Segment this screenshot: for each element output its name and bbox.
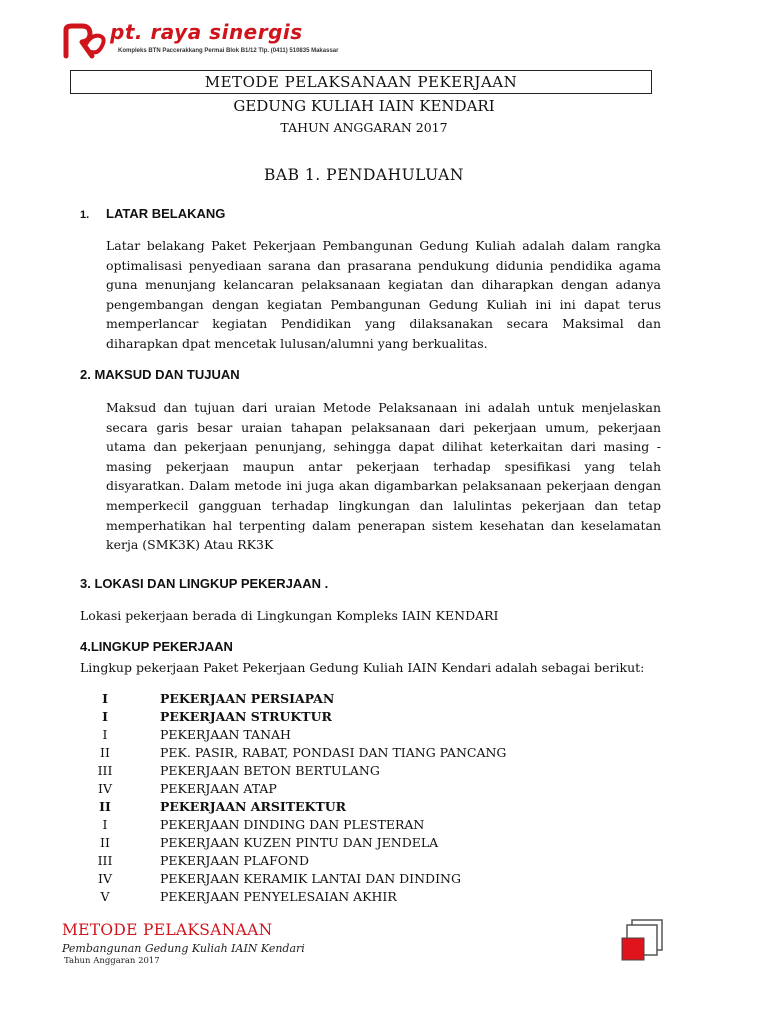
list-item-label: PEKERJAAN ATAP — [160, 781, 277, 796]
section-1-number: 1. — [80, 209, 90, 221]
list-item-roman: I — [102, 691, 108, 706]
document-subtitle: GEDUNG KULIAH IAIN KENDARI — [233, 97, 495, 115]
section-1-heading: LATAR BELAKANG — [106, 206, 226, 221]
footer-title: METODE PELAKSANAAN — [62, 921, 273, 939]
list-item — [80, 816, 640, 834]
document-title: METODE PELAKSANAAN PEKERJAAN — [204, 73, 518, 91]
section-4-body: Lingkup pekerjaan Paket Pekerjaan Gedung Kuliah IAIN Kendari adalah sebagai berikut: — [80, 660, 645, 675]
list-item-label: PEKERJAAN KERAMIK LANTAI DAN DINDING — [160, 871, 461, 886]
list-item — [80, 888, 640, 906]
list-item-roman: III — [97, 853, 113, 868]
list-item — [80, 870, 640, 888]
section-4-heading: 4.LINGKUP PEKERJAAN — [80, 639, 233, 654]
list-item-roman: I — [102, 817, 108, 832]
list-item — [80, 780, 640, 798]
list-item-label: PEKERJAAN PENYELESAIAN AKHIR — [160, 889, 397, 904]
list-item — [80, 798, 640, 816]
chapter-title: BAB 1. PENDAHULUAN — [264, 166, 464, 184]
company-logo-icon — [62, 22, 106, 60]
section-3-body: Lokasi pekerjaan berada di Lingkungan Kompleks IAIN KENDARI — [80, 608, 499, 623]
company-address: Kompleks BTN Paccerakkang Permai Blok B1/12 Tlp. (0411) 510835 Makassar — [118, 48, 339, 54]
section-2-heading: 2. MAKSUD DAN TUJUAN — [80, 367, 240, 382]
list-item-roman: I — [102, 727, 108, 742]
list-item — [80, 834, 640, 852]
list-item — [80, 852, 640, 870]
list-item-label: PEK. PASIR, RABAT, PONDASI DAN TIANG PANCANG — [160, 745, 507, 760]
list-item-label: PEKERJAAN STRUKTUR — [160, 709, 332, 724]
list-item-label: PEKERJAAN BETON BERTULANG — [160, 763, 380, 778]
list-item — [80, 762, 640, 780]
scope-list — [80, 690, 640, 906]
list-item-label: PEKERJAAN DINDING DAN PLESTERAN — [160, 817, 425, 832]
section-2-body: Maksud dan tujuan dari uraian Metode Pelaksanaan ini adalah untuk menjelaskan secara garis besar uraian tahapan pelaksanaan dari pekerjaan umum, pekerjaan utama dan pekerjaan penunjang, sehingga dapat dilihat keterkaitan dari masing - masing pekerjaan maupun antar pekerjaan terhadap spesifikasi yang telah disyaratkan. Dalam metode ini juga akan digambarkan pelaksanaan pekerjaan dengan memperkecil gangguan terhadap lingkungan dan lalulintas pekerjaan dan tetap memperhatikan hal terpenting dalam penerapan sistem kesehatan dan keselamatan kerja (SMK3K) Atau RK3K — [106, 400, 661, 553]
list-item-roman: IV — [98, 781, 112, 796]
list-item-label: PEKERJAAN PERSIAPAN — [160, 691, 335, 706]
footer-year: Tahun Anggaran 2017 — [64, 956, 160, 966]
list-item-label: PEKERJAAN TANAH — [160, 727, 291, 742]
section-3-heading: 3. LOKASI DAN LINGKUP PEKERJAAN . — [80, 576, 329, 591]
list-item-roman: II — [100, 835, 110, 850]
list-item — [80, 708, 640, 726]
footer-subtitle: Pembangunan Gedung Kuliah IAIN Kendari — [62, 942, 305, 955]
company-name: pt. raya sinergis — [110, 20, 303, 44]
list-item-roman: III — [97, 763, 113, 778]
list-item-roman: II — [99, 799, 111, 814]
list-item-label: PEKERJAAN KUZEN PINTU DAN JENDELA — [160, 835, 439, 850]
list-item-roman: I — [102, 709, 108, 724]
list-item — [80, 690, 640, 708]
document-year-line: TAHUN ANGGARAN 2017 — [280, 120, 448, 135]
company-header — [62, 18, 362, 62]
document-title-box — [70, 70, 652, 94]
list-item-label: PEKERJAAN PLAFOND — [160, 853, 310, 868]
section-1-body: Latar belakang Paket Pekerjaan Pembangunan Gedung Kuliah adalah dalam rangka optimalisasi penyediaan sarana dan prasarana pendukung didunia pendidika agama guna menunjang kelancaran pelaksanaan kegiatan dan diharapkan dengan adanya pengembangan dengan kegiatan Pembangunan Gedung Kuliah ini ini dapat terus memperlancar kegiatan Pendidikan yang dilaksanakan secara Maksimal dan diharapkan dpat mencetak lulusan/alumni yang berkualitas. — [106, 238, 661, 351]
list-item-roman: IV — [98, 871, 112, 886]
list-item — [80, 744, 640, 762]
list-item-label: PEKERJAAN ARSITEKTUR — [160, 799, 347, 814]
list-item-roman: V — [100, 889, 110, 904]
list-item-roman: II — [100, 745, 110, 760]
list-item — [80, 726, 640, 744]
stacked-squares-icon — [620, 918, 664, 962]
